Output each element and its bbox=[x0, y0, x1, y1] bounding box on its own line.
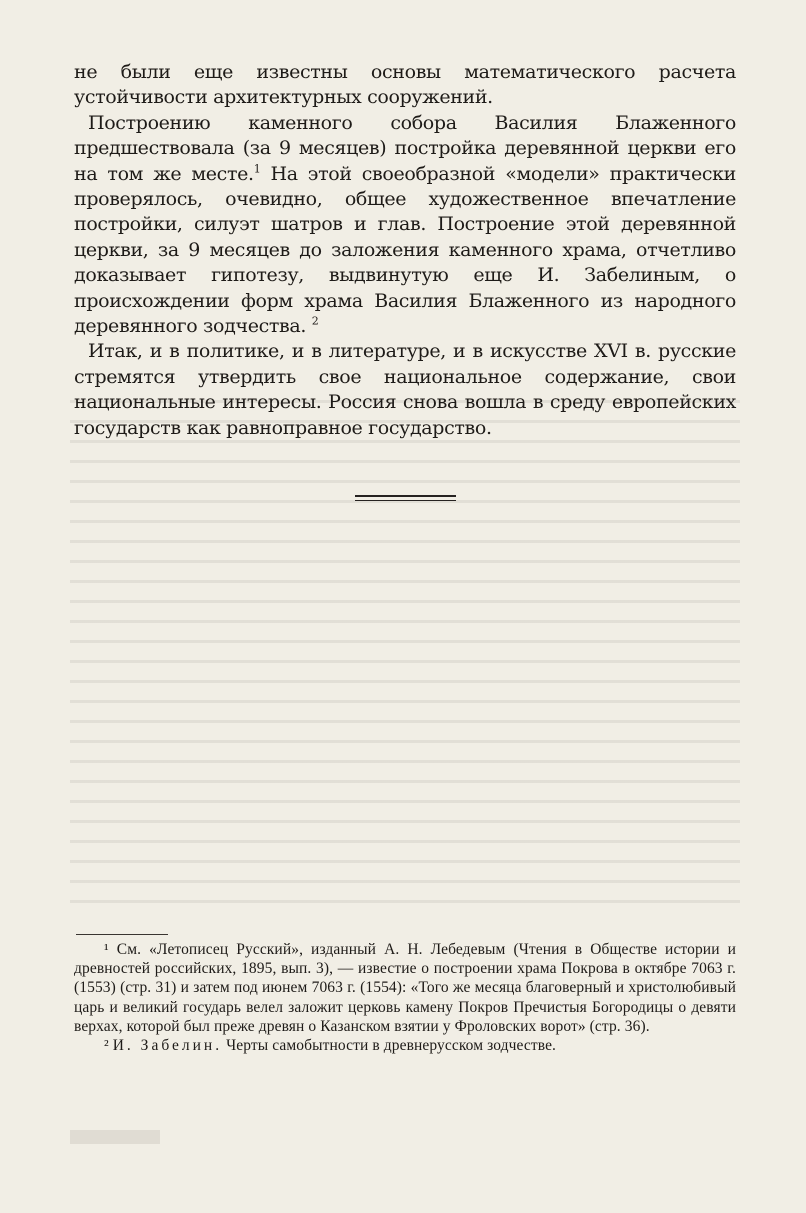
footnote-2-number: ² bbox=[104, 1037, 113, 1055]
footnote-ref-2: 2 bbox=[311, 314, 319, 328]
paragraph-2-part-a: Построению каменного собора Василия Блаженного предшествовала (за 9 месяцев) постройка деревянной церкви его на том же месте. bbox=[74, 111, 736, 185]
footnotes bbox=[74, 940, 736, 1055]
paragraph-2 bbox=[74, 111, 736, 340]
main-text bbox=[74, 60, 736, 441]
paragraph-2-part-b: На этой своеобразной «модели» практически проверялось, очевидно, общее художественное впечатление постройки, силуэт шатров и глав. Построение этой деревянной церкви, за 9 месяцев до заложения каменного храма, отчетливо доказывает гипотезу, выдвинутую еще И. Забелиным, о происхождении форм храма Василия Блаженного из народного деревянного зодчества. bbox=[74, 162, 736, 338]
paragraph-1: не были еще известны основы математического расчета устойчивости архитектурных сооружений. bbox=[74, 61, 736, 109]
footnote-2 bbox=[74, 1036, 736, 1055]
footnote-ref-1: 1 bbox=[253, 162, 261, 176]
footnote-rule bbox=[76, 934, 168, 935]
section-separator bbox=[355, 495, 456, 501]
reverse-side-bleed-through bbox=[70, 390, 740, 910]
footnote-2-author: И. Забелин. bbox=[112, 1037, 223, 1055]
footnote-2-title: Черты самобытности в древнерусском зодчестве. bbox=[222, 1037, 557, 1055]
reverse-side-bleed-mark bbox=[70, 1130, 160, 1144]
footnote-1: ¹ См. «Летописец Русский», изданный А. Н. Лебедевым (Чтения в Обществе истории и древностей российских, 1895, вып. 3), — известие о построении храма Покрова в октябре 7063 г. (1553) (стр. 31) и затем под июнем 7063 г. (1554): «Того же месяца благоверный и христолюбивый царь и великий государь велел заложит церковь камену Покров Пречистыя Богородицы о девяти верхах, которой был преже древян о Казанском взятии у Фроловских ворот» (стр. 36). bbox=[74, 941, 736, 1035]
paragraph-3: Итак, и в политике, и в литературе, и в искусстве XVI в. русские стремятся утвердить свое национальное содержание, свои национальные интересы. Россия снова вошла в среду европейских государств как равноправное государство. bbox=[74, 340, 736, 439]
